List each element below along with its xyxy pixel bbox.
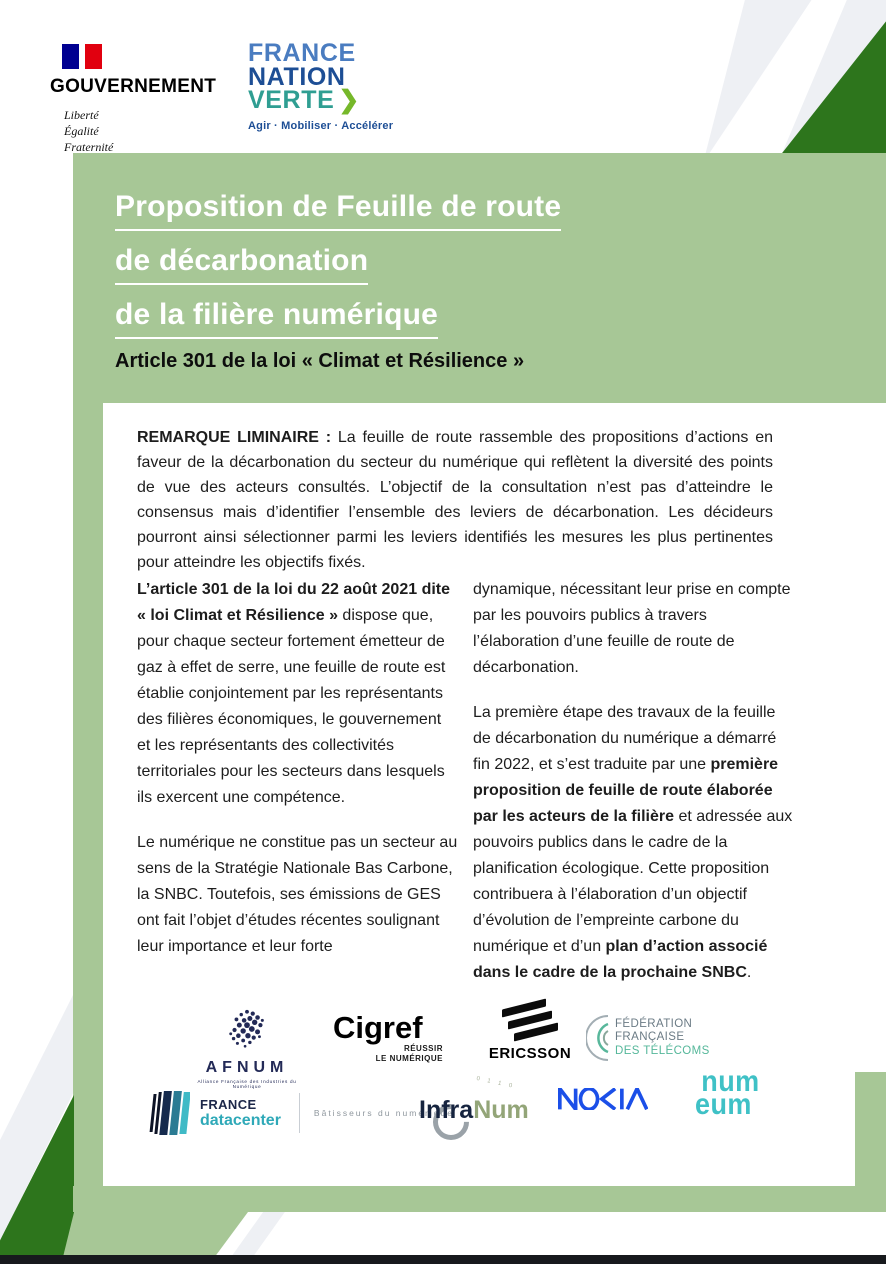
afnum-logo <box>188 1006 306 1089</box>
france-datacenter-line2: datacenter <box>200 1111 281 1129</box>
fft-line-federation: FÉDÉRATION <box>615 1017 693 1030</box>
preliminary-remark-paragraph: REMARQUE LIMINAIRE : La feuille de route rassemble des propositions d’actions en faveur de la décarbonation du secteur du numérique qui reflètent la diversité des points de vue des acteurs consultés. L’objectif de la consultation n’est pas d’atteindre le consensus mais d’identifier l’ensemble des leviers de décarbonation. Les décideurs pourront ainsi sélectionner parmi les leviers identifiés les mesures les plus pertinentes pour atteindre les objectifs fixés. <box>137 429 774 571</box>
fnv-line-nation: NATION <box>248 62 346 91</box>
bottom-green-band <box>73 1186 886 1212</box>
afnum-tagline: Alliance Française des Industries du Numérique <box>197 1079 297 1089</box>
text-column-left <box>137 577 458 979</box>
paragraph: L’article 301 de la loi du 22 août 2021 dite « loi Climat et Résilience » dispose que, pour chaque secteur fortement émetteur de gaz à effet de serre, une feuille de route est établie conjointement par les représentants des filières économiques, le gouvernement et les représentants des collectivités territoriales pour les secteurs dans lesquels ils exercent une compétence. <box>137 581 451 806</box>
fftelecoms-arcs-icon <box>586 1015 610 1061</box>
ericsson-wordmark: ERICSSON <box>488 1045 572 1062</box>
republic-motto: Liberté Égalité Fraternité <box>64 108 114 155</box>
france-datacenter-logo <box>148 1090 454 1136</box>
ericsson-bars-icon <box>502 1004 558 1036</box>
france-datacenter-line1: FRANCE <box>200 1096 257 1112</box>
gouvernement-logo <box>50 44 216 156</box>
infranum-logo <box>419 1075 529 1125</box>
title-line-2: de décarbonation <box>115 244 368 285</box>
left-green-bar <box>73 403 103 1212</box>
infranum-wordmark-infra: Infra <box>419 1096 474 1124</box>
france-datacenter-tagline: Bâtisseurs du numérique <box>313 1108 454 1118</box>
right-green-strip <box>855 1072 886 1188</box>
france-datacenter-bars-icon <box>148 1090 190 1136</box>
numeum-line-num: num <box>701 1065 760 1098</box>
nokia-wordmark <box>558 1088 648 1110</box>
vertical-divider <box>299 1093 300 1133</box>
text-column-right <box>473 577 794 1005</box>
nokia-logo <box>558 1088 648 1115</box>
numeum-line-eum: eum <box>695 1088 752 1122</box>
afnum-wordmark: AFNUM <box>205 1059 289 1076</box>
infranum-wordmark-num: Num <box>473 1096 529 1124</box>
infranum-binary-digits: 0 1 1 0 <box>475 1075 516 1091</box>
french-flag-icon <box>62 44 102 69</box>
fft-line-telecoms: DES TÉLÉCOMS <box>615 1044 710 1057</box>
green-trapezoid-bottom-left <box>63 1212 248 1257</box>
bottom-black-bar <box>0 1255 886 1264</box>
gouvernement-wordmark: GOUVERNEMENT <box>50 76 217 97</box>
corner-decoration-top-right <box>690 0 886 153</box>
cigref-logo <box>333 1012 443 1065</box>
fftelecoms-logo <box>586 1015 710 1061</box>
paragraph: La première étape des travaux de la feuille de décarbonation du numérique a démarré fin 2022, et s’est traduite par une première proposition de feuille de route élaborée par les acteurs de la filière et adressée aux pouvoirs publics dans le cadre de la planification écologique. Cette proposition contribuera à l’élaboration d’un objectif d’évolution de l’empreinte carbone du numérique et d’un plan d’action associé dans le cadre de la prochaine SNBC. <box>473 704 793 981</box>
afnum-dots-icon <box>224 1006 270 1052</box>
cigref-tagline-1: RÉUSSIR <box>403 1044 443 1053</box>
cigref-wordmark: Cigref <box>333 1010 423 1045</box>
title-line-1: Proposition de Feuille de route <box>115 190 561 231</box>
ericsson-logo <box>478 1004 582 1062</box>
fnv-line-france: FRANCE <box>248 39 356 67</box>
cigref-tagline-2: LE NUMÉRIQUE <box>375 1054 443 1064</box>
fnv-line-verte: VERTE <box>248 86 335 114</box>
paragraph: dynamique, nécessitant leur prise en compte par les pouvoirs publics à travers l’élaboration d’une feuille de route de décarbonation. <box>473 581 791 676</box>
paragraph: Le numérique ne constitue pas un secteur au sens de la Stratégie Nationale Bas Carbone, la SNBC. Toutefois, ses émissions de GES ont fait l’objet d’études récentes soulignant leur importance et leur forte <box>137 834 458 955</box>
chevron-right-icon: ❯ <box>338 86 360 114</box>
title-line-3: de la filière numérique <box>115 298 438 339</box>
france-nation-verte-logo <box>248 39 394 132</box>
document-title <box>115 190 561 352</box>
fnv-tagline: Agir · Mobiliser · Accélérer <box>248 119 394 132</box>
fft-line-francaise: FRANÇAISE <box>615 1031 685 1044</box>
document-subtitle: Article 301 de la loi « Climat et Résilience » <box>115 350 525 372</box>
numeum-logo <box>695 1065 767 1122</box>
